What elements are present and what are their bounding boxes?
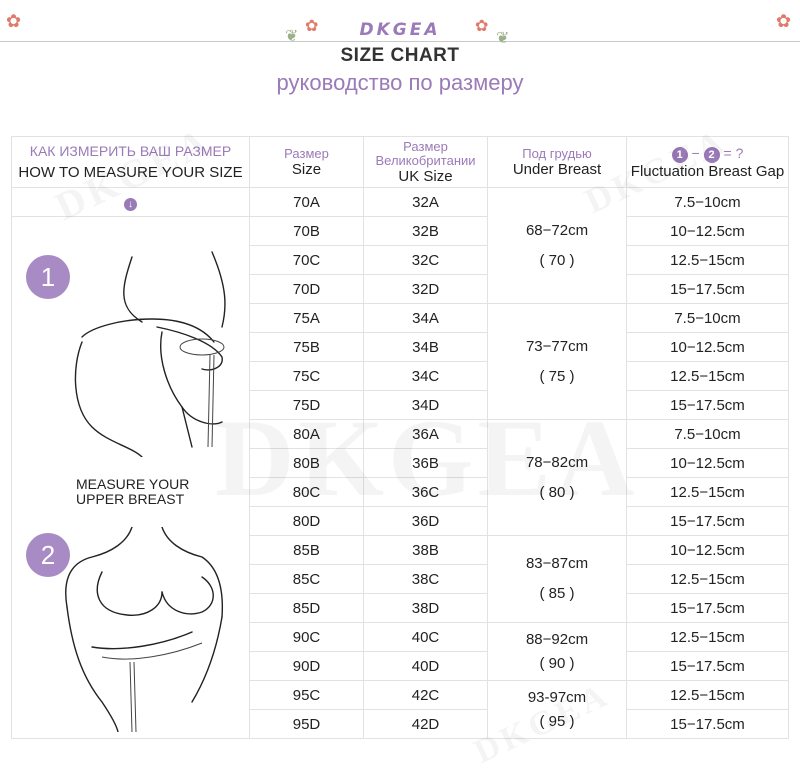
header-uk-size [364, 137, 488, 188]
gap-cell: 12.5−15cm [627, 478, 789, 507]
uk-size-cell: 36D [364, 507, 488, 536]
gap-cell: 10−12.5cm [627, 449, 789, 478]
uk-size-cell: 38D [364, 594, 488, 623]
uk-size-cell: 40C [364, 623, 488, 652]
under-breast-cell [488, 420, 627, 536]
measure-upper-breast-label [76, 477, 189, 507]
gap-cell: 10−12.5cm [627, 536, 789, 565]
size-cell: 70C [250, 246, 364, 275]
header-size [250, 137, 364, 188]
under-breast-band: ( 90 ) [539, 654, 575, 672]
under-breast-range: 68−72cm [525, 221, 589, 239]
size-cell: 70D [250, 275, 364, 304]
under-breast-band: ( 80 ) [539, 483, 575, 501]
gap-cell: 15−17.5cm [627, 594, 789, 623]
gap-formula-equals: = ? [723, 145, 744, 162]
page-subtitle: руководство по размеру [276, 70, 524, 95]
flower-icon: ✿ [6, 11, 22, 31]
leaf-icon: ❦ [285, 28, 299, 45]
table-header-row [12, 137, 789, 188]
gap-cell: 12.5−15cm [627, 362, 789, 391]
uk-size-cell: 42D [364, 710, 488, 739]
uk-size-cell: 36A [364, 420, 488, 449]
flower-icon: ✿ [475, 18, 489, 35]
size-cell: 85B [250, 536, 364, 565]
size-cell: 80A [250, 420, 364, 449]
size-cell: 80C [250, 478, 364, 507]
gap-formula-minus: − [691, 145, 700, 162]
step-two-icon: 2 [704, 147, 720, 163]
size-cell: 95C [250, 681, 364, 710]
header-under-en: Under Breast [512, 160, 602, 178]
uk-size-cell: 36C [364, 478, 488, 507]
flower-icon: ✿ [776, 11, 792, 31]
size-cell: 90D [250, 652, 364, 681]
under-breast-range: 83−87cm [525, 555, 589, 572]
under-breast-range: 73−77cm [525, 337, 589, 355]
size-cell: 80B [250, 449, 364, 478]
uk-size-cell: 34A [364, 304, 488, 333]
header-divider [0, 41, 800, 42]
header-size-en: Size [291, 160, 322, 178]
uk-size-cell: 34B [364, 333, 488, 362]
header-measure-ru: КАК ИЗМЕРИТЬ ВАШ РАЗМЕР [29, 142, 232, 159]
size-cell: 75C [250, 362, 364, 391]
uk-size-cell: 42C [364, 681, 488, 710]
gap-cell: 15−17.5cm [627, 710, 789, 739]
upper-breast-illustration [62, 247, 232, 457]
table-row [12, 217, 789, 246]
header-gap-en: Fluctuation Breast Gap [630, 162, 785, 180]
uk-size-cell: 32B [364, 217, 488, 246]
gap-formula [627, 144, 788, 162]
header-how-to-measure [12, 137, 250, 188]
measure-illustration-panel [12, 217, 250, 739]
under-breast-band: ( 75 ) [539, 367, 575, 385]
gap-cell: 10−12.5cm [627, 217, 789, 246]
page-title: SIZE CHART [340, 45, 460, 66]
size-cell: 75A [250, 304, 364, 333]
header-under-ru: Под грудью [522, 145, 592, 161]
under-breast-illustration [52, 527, 232, 732]
size-cell: 75D [250, 391, 364, 420]
under-breast-cell [488, 304, 627, 420]
size-cell: 70A [250, 188, 364, 217]
step-1-badge: 1 [26, 255, 70, 299]
uk-size-cell: 40D [364, 652, 488, 681]
under-breast-cell [488, 188, 627, 304]
under-breast-cell [488, 536, 627, 623]
under-breast-range: 88−92cm [525, 630, 589, 648]
size-cell: 70B [250, 217, 364, 246]
measure-arrow-cell [12, 188, 250, 217]
step-one-icon: 1 [672, 147, 688, 163]
uk-size-cell: 34C [364, 362, 488, 391]
size-cell: 75B [250, 333, 364, 362]
gap-cell: 7.5−10cm [627, 420, 789, 449]
size-cell: 85D [250, 594, 364, 623]
arrow-down-icon: ↓ [124, 198, 137, 211]
gap-cell: 12.5−15cm [627, 565, 789, 594]
size-cell: 85C [250, 565, 364, 594]
uk-size-cell: 34D [364, 391, 488, 420]
measure-label-line2: UPPER BREAST [76, 491, 185, 507]
header-breast-gap [627, 137, 789, 188]
under-breast-cell [488, 681, 627, 739]
under-breast-range: 78−82cm [525, 453, 589, 471]
size-cell: 95D [250, 710, 364, 739]
gap-cell: 15−17.5cm [627, 507, 789, 536]
header-measure-en: HOW TO MEASURE YOUR SIZE [18, 163, 243, 181]
header-under-breast [488, 137, 627, 188]
under-breast-range: 93-97cm [527, 688, 587, 706]
uk-size-cell: 38B [364, 536, 488, 565]
gap-cell: 10−12.5cm [627, 333, 789, 362]
measure-label-line1: MEASURE YOUR [76, 476, 190, 492]
under-breast-band: ( 95 ) [539, 712, 575, 730]
gap-cell: 12.5−15cm [627, 246, 789, 275]
uk-size-cell: 36B [364, 449, 488, 478]
under-breast-band: ( 85 ) [539, 585, 575, 602]
header-uk-en: UK Size [398, 167, 453, 185]
under-breast-cell [488, 623, 627, 681]
leaf-icon: ❦ [496, 30, 510, 47]
size-cell: 90C [250, 623, 364, 652]
brand-logo: DKGEA [359, 20, 441, 40]
gap-cell: 15−17.5cm [627, 652, 789, 681]
size-cell: 80D [250, 507, 364, 536]
uk-size-cell: 38C [364, 565, 488, 594]
header-uk-ru: Размер Великобритании [375, 138, 476, 168]
gap-cell: 7.5−10cm [627, 304, 789, 333]
step-2-badge: 2 [26, 533, 70, 577]
gap-cell: 12.5−15cm [627, 681, 789, 710]
gap-cell: 15−17.5cm [627, 275, 789, 304]
flower-icon: ✿ [305, 18, 319, 35]
table-row [12, 188, 789, 217]
under-breast-band: ( 70 ) [539, 251, 575, 269]
gap-cell: 15−17.5cm [627, 391, 789, 420]
uk-size-cell: 32A [364, 188, 488, 217]
size-table [11, 136, 789, 739]
uk-size-cell: 32C [364, 246, 488, 275]
gap-cell: 7.5−10cm [627, 188, 789, 217]
uk-size-cell: 32D [364, 275, 488, 304]
gap-cell: 12.5−15cm [627, 623, 789, 652]
header-size-ru: Размер [284, 145, 329, 161]
